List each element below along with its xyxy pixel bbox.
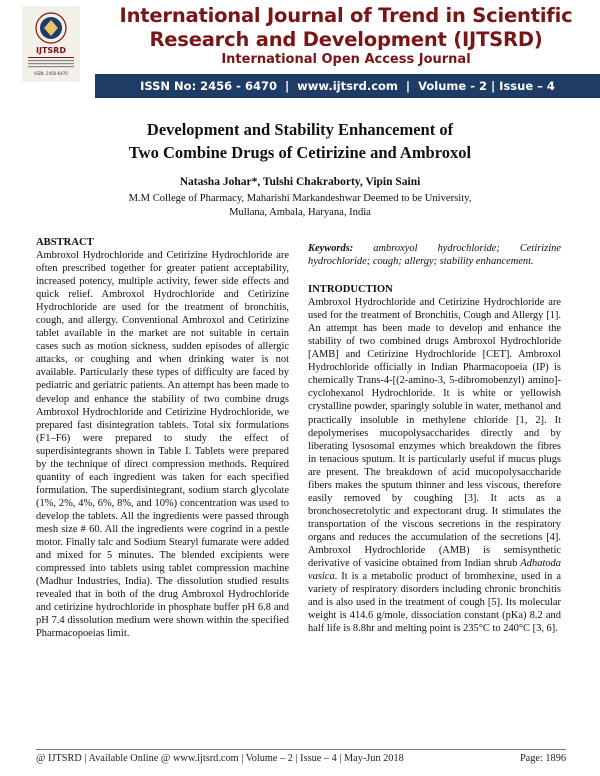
open-access-label: International Open Access Journal bbox=[221, 52, 471, 67]
paper-title-line1: Development and Stability Enhancement of bbox=[146, 120, 454, 139]
journal-title-line1: International Journal of Trend in Scientific bbox=[119, 4, 573, 27]
abstract-text: Ambroxol Hydrochloride and Cetirizine Hydrochloride are often prescribed together for greater patient acceptability, increased potency, multiple activity, fewer side effects and quick relief. Ambroxol Hydrochloride and Cetirizine Hydrochloride are used for the treatment of bronchitis, cough, and allergy. Conventional Ambroxol and Cetirizine tablet available in the market are not suitable in certain cases such as motion sickness, sudden episodes of allergic attacks, or coughing and when drinking water is not available. Particularly these types of difficulty are faced by pediatric and geriatric patients. An attempt has been made to develop and enhance the stability of two combine drugs Ambroxol Hydrochloride and Cetirizine Hydrochloride, we prepared fast disintegration tablets. Total six formulations (F1–F6) were prepared to study the effect of superdisintegrants shown in Table I. Tablets were prepared by the technique of direct compression methods. Required quantity of each ingredient was taken for each specified formulation. The superdisintegrant, sodium starch glycolate (1%, 2%, 4%, 6%, 8%, and 10%) concentration was used to develop the tablets. All the ingredients were passed through mesh size # 60. All the ingredients were cogrind in a pestle motor. Finally talc and Sodium Stearyl fumarate were added and mixed for 5 minutes. The blended excipients were compressed into tablets using tablet compression machine (Madhur Industries, India). The dissolution studied results revealed that in both of the drug Ambroxol Hydrochloride and cetirizine hydrochloride in phosphate buffer pH 6.8 and pH 7.4 dissolution medium were shown within the specified Pharmacopoeias limit. bbox=[36, 250, 289, 640]
introduction-part2: . It is a metabolic product of bromhexine, used in a variety of respiratory disorders including chronic bronchitis and is also used in the treatment of cough [5]. Its molecular weight is 414.6 g/mole, dissociation constant (pKa) 8.2 and half life is 8.8hr and melting point is 235°C to 240°C [3, 6]. bbox=[308, 571, 561, 635]
paper-title-line2: Two Combine Drugs of Cetirizine and Ambroxol bbox=[128, 143, 472, 162]
affiliation-line1: M.M College of Pharmacy, Maharishi Markandeshwar Deemed to be University, bbox=[128, 193, 472, 204]
journal-title-line2: Research and Development (IJTSRD) bbox=[149, 28, 543, 51]
abstract-heading: ABSTRACT bbox=[36, 237, 94, 248]
keywords-label: Keywords: bbox=[308, 243, 354, 254]
footer-page-number: Page: 1896 bbox=[519, 753, 566, 764]
issn-bar: ISSN No: 2456 - 6470 | www.ijtsrd.com | Volume - 2 | Issue – 4 bbox=[95, 74, 600, 98]
introduction-text bbox=[308, 296, 561, 635]
journal-header bbox=[0, 0, 600, 100]
logo-issn: ISSN: 2456-6470 bbox=[34, 71, 68, 76]
journal-logo bbox=[22, 6, 80, 82]
paper-authors: Natasha Johar*, Tulshi Chakraborty, Vipin Saini bbox=[179, 176, 421, 188]
footer-citation: @ IJTSRD | Available Online @ www.ijtsrd.com | Volume – 2 | Issue – 4 | May-Jun 2018 bbox=[36, 753, 404, 764]
left-column bbox=[36, 236, 289, 640]
paper-affiliation bbox=[0, 192, 600, 220]
right-column bbox=[308, 236, 561, 635]
introduction-heading: INTRODUCTION bbox=[308, 284, 393, 296]
logo-text: IJTSRD bbox=[36, 46, 66, 55]
journal-title bbox=[96, 4, 596, 52]
logo-emblem-icon bbox=[22, 6, 80, 82]
keywords-text: ambroxyol hydrochloride; Cetirizine hydrochloride; cough; allergy; stability enhancement. bbox=[308, 243, 561, 268]
keywords bbox=[308, 242, 561, 268]
affiliation-line2: Mullana, Ambala, Haryana, India bbox=[229, 207, 371, 218]
introduction-italic: Adhatoda vasica bbox=[308, 558, 561, 583]
paper-title bbox=[0, 118, 600, 164]
introduction-part1: Ambroxol Hydrochloride and Cetirizine Hydrochloride are used for the treatment of Bronchitis, Cough and Allergy [1]. An attempt has been made to develop and enhance the stability of two combined drugs Ambroxol Hydrochloride [AMB] and Cetirizine Hydrochloride [CET]. Ambroxol Hydrochloride officially in Indian Pharmacopoeia (IP) is chemically Trans-4-[(2-amino-3, 5-dibromobenzyl) amino]-cyclohexanol Hydrochloride. It is white or yellowish crystalline powder, sparingly soluble in water, methanol and practically insoluble in methylene chloride [1, 2]. It depolymerises mucopolysaccharides directly and by liberating lysosomal enzymes which breakdown the fibres in tenacious sputum. It is particularly useful if mucus plugs are present. The breakdown of acid mucopolysaccharide fibers makes the sputum thinner and less viscous, therefore easily removed by coughing [3]. It acts as a bronchosecretolytic and expectorant drug. It stimulates the transportation of the viscous secretions in the respiratory organs and reduces the accumulation of the secretions [4]. Ambroxol Hydrochloride (AMB) is semisynthetic derivative of vasicine obtained from Indian shrub bbox=[308, 297, 561, 570]
page-footer bbox=[36, 753, 566, 764]
footer-divider bbox=[36, 749, 566, 750]
